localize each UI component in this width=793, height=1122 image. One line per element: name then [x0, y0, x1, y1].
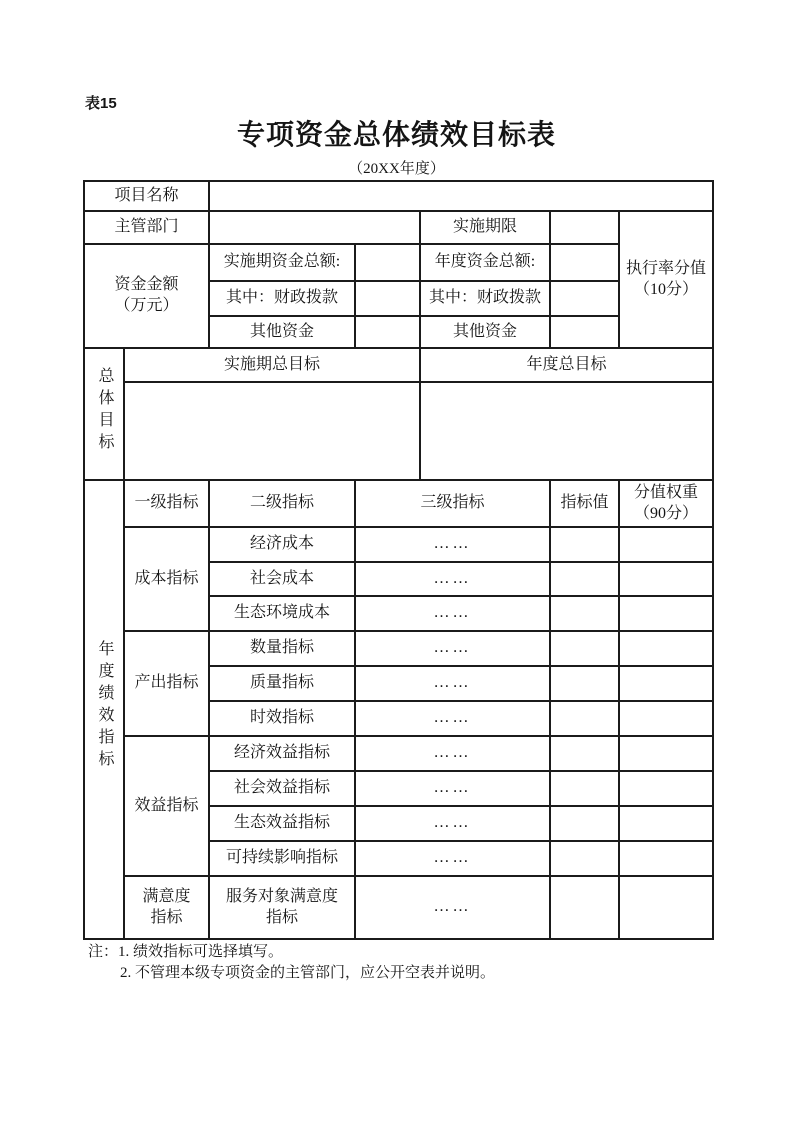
table-row [84, 736, 713, 771]
indicator-label: 可持续影响指标 [209, 841, 355, 876]
indicator-dots: …… [355, 876, 550, 939]
exec-rate-line2: （10分） [634, 280, 699, 298]
indicator-label: 数量指标 [209, 631, 355, 666]
weight-header [619, 480, 713, 527]
group-name-output: 产出指标 [124, 631, 209, 736]
project-name-cell [209, 181, 713, 211]
group-name-benefit: 效益指标 [124, 736, 209, 876]
exec-rate-score-label [619, 211, 713, 348]
indicator-dots: …… [355, 736, 550, 771]
document-title: 专项资金总体绩效目标表 [236, 120, 556, 151]
annual-fund-total-label: 年度资金总额: [420, 244, 550, 281]
table-row [84, 527, 713, 562]
fund-amount-line1: 资金金额 [114, 276, 179, 294]
document-subtitle: （20XX年度） [348, 161, 445, 177]
impl-period-cell [550, 211, 619, 244]
weight-cell [619, 631, 713, 666]
table-row [84, 181, 713, 211]
impl-goal-cell [124, 382, 420, 480]
annual-fund-total-cell [550, 244, 619, 281]
fund-amount-label [84, 244, 209, 348]
weight-cell [619, 562, 713, 596]
annual-goal-cell [420, 382, 713, 480]
impl-goal-header: 实施期总目标 [124, 348, 420, 382]
indicator-value-cell [550, 806, 619, 841]
group-name-satisfaction-text: 满意度指标 [142, 887, 191, 927]
indicator-value-cell [550, 631, 619, 666]
weight-cell [619, 596, 713, 631]
table-row [84, 480, 713, 527]
impl-fiscal-label: 其中：财政拨款 [209, 281, 355, 316]
indicator-label: 生态环境成本 [209, 596, 355, 631]
weight-cell [619, 876, 713, 939]
table-number: 表15 [85, 95, 117, 112]
indicator-value-cell [550, 562, 619, 596]
indicator-dots: …… [355, 596, 550, 631]
note-line-1: 注：1. 绩效指标可选择填写。 [88, 944, 284, 960]
group-name-cost: 成本指标 [124, 527, 209, 631]
overall-goal-label [84, 348, 124, 480]
indicator-label: 生态效益指标 [209, 806, 355, 841]
group-name-satisfaction [124, 876, 209, 939]
indicator-dots: …… [355, 806, 550, 841]
overall-goal-vertical-text: 总体目标 [96, 366, 113, 455]
annual-other-funds-label: 其他资金 [420, 316, 550, 348]
weight-cell [619, 701, 713, 736]
indicator-dots: …… [355, 666, 550, 701]
impl-other-funds-cell [355, 316, 420, 348]
indicator-dots: …… [355, 562, 550, 596]
weight-cell [619, 666, 713, 701]
level3-header: 三级指标 [355, 480, 550, 527]
weight-header-line1: 分值权重 [634, 483, 699, 501]
indicator-dots: …… [355, 841, 550, 876]
indicator-label: 社会效益指标 [209, 771, 355, 806]
annual-fiscal-cell [550, 281, 619, 316]
dept-cell [209, 211, 420, 244]
impl-fiscal-cell [355, 281, 420, 316]
indicator-value-header: 指标值 [550, 480, 619, 527]
weight-cell [619, 736, 713, 771]
impl-period-label: 实施期限 [420, 211, 550, 244]
table-row [84, 348, 713, 382]
annual-performance-vertical-text: 年度绩效指标 [96, 640, 113, 773]
annual-goal-header: 年度总目标 [420, 348, 713, 382]
indicator-dots: …… [355, 527, 550, 562]
indicator-dots: …… [355, 771, 550, 806]
table-row [84, 382, 713, 480]
indicator-label: 时效指标 [209, 701, 355, 736]
table-row [84, 211, 713, 244]
weight-cell [619, 806, 713, 841]
level2-header: 二级指标 [209, 480, 355, 527]
footnotes [88, 942, 495, 984]
fund-amount-line2: （万元） [114, 297, 179, 314]
annual-other-funds-cell [550, 316, 619, 348]
indicator-label: 经济效益指标 [209, 736, 355, 771]
indicator-dots: …… [355, 631, 550, 666]
dept-label: 主管部门 [84, 211, 209, 244]
indicator-label [209, 876, 355, 939]
annual-fiscal-label: 其中：财政拨款 [420, 281, 550, 316]
performance-target-table [83, 180, 714, 940]
annual-performance-label [84, 480, 124, 939]
indicator-value-cell [550, 666, 619, 701]
indicator-label: 质量指标 [209, 666, 355, 701]
indicator-value-cell [550, 596, 619, 631]
indicator-value-cell [550, 527, 619, 562]
indicator-label: 社会成本 [209, 562, 355, 596]
table-row [84, 631, 713, 666]
indicator-value-cell [550, 736, 619, 771]
project-name-label: 项目名称 [84, 181, 209, 211]
table-row [84, 244, 713, 281]
impl-fund-total-label: 实施期资金总额: [209, 244, 355, 281]
weight-cell [619, 527, 713, 562]
note-line-2: 2. 不管理本级专项资金的主管部门，应公开空表并说明。 [120, 965, 496, 981]
impl-fund-total-cell [355, 244, 420, 281]
weight-cell [619, 771, 713, 806]
indicator-label-text: 服务对象满意度指标 [226, 887, 339, 927]
indicator-label: 经济成本 [209, 527, 355, 562]
weight-header-line2: （90分） [634, 504, 699, 522]
indicator-value-cell [550, 876, 619, 939]
table-row [84, 876, 713, 939]
indicator-value-cell [550, 841, 619, 876]
weight-cell [619, 841, 713, 876]
exec-rate-line1: 执行率分值 [626, 259, 707, 277]
indicator-value-cell [550, 701, 619, 736]
impl-other-funds-label: 其他资金 [209, 316, 355, 348]
indicator-dots: …… [355, 701, 550, 736]
indicator-value-cell [550, 771, 619, 806]
level1-header: 一级指标 [124, 480, 209, 527]
